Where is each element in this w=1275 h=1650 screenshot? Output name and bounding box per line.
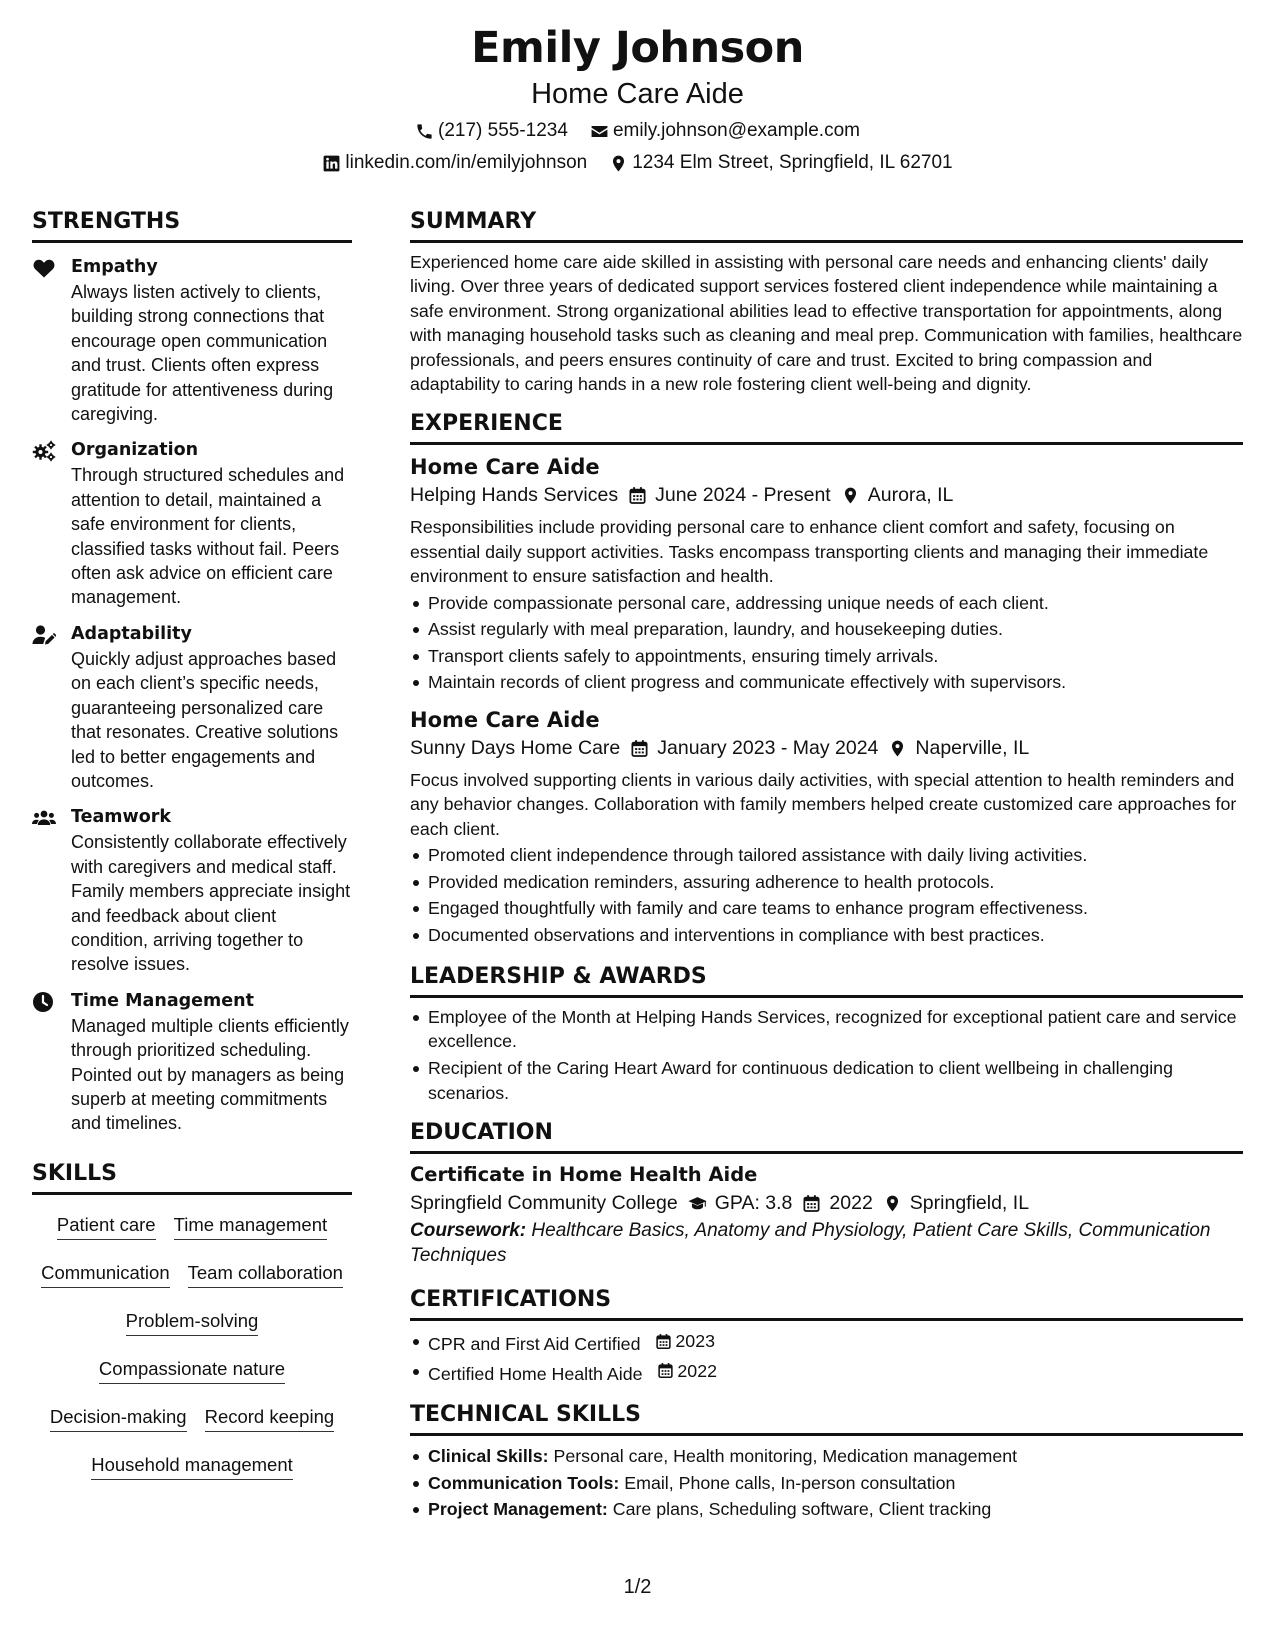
- address-contact: [609, 150, 952, 176]
- leadership-title: LEADERSHIP & AWARDS: [410, 963, 1243, 998]
- job-bullets: [410, 590, 1243, 696]
- education-entry: [410, 1161, 1243, 1268]
- job-bullet: Assist regularly with meal preparation, laundry, and housekeeping duties.: [410, 616, 1243, 643]
- job-description: Focus involved supporting clients in various daily activities, with special attention to health reminders and any behavior changes. Collaboration with family members helped create customized care approaches for each client.: [410, 770, 1237, 839]
- email-contact[interactable]: [590, 118, 860, 144]
- certification-item: [410, 1358, 1243, 1387]
- technical-skill-item: [410, 1496, 1243, 1523]
- job-description: Responsibilities include providing personal care to enhance client comfort and safety, focusing on essential daily support activities. Tasks encompass transporting clients and managing their immediate environment to ensure satisfaction and health.: [410, 517, 1209, 587]
- education-location: [883, 1189, 1029, 1217]
- certification-date: [657, 1358, 717, 1385]
- users-icon: [32, 807, 56, 829]
- skill-tag: Household management: [91, 1453, 293, 1480]
- user-edit-icon: [32, 624, 56, 646]
- technical-skills-list: [410, 1443, 1243, 1523]
- technical-skill-value: Care plans, Scheduling software, Client tracking: [612, 1499, 992, 1520]
- linkedin-contact[interactable]: [322, 150, 587, 176]
- calendar-icon: [630, 739, 649, 758]
- cogs-icon: [32, 440, 56, 462]
- skills-list: [32, 1213, 352, 1480]
- email-text[interactable]: emily.johnson@example.com: [612, 120, 860, 141]
- clock-icon: [32, 991, 56, 1013]
- map-pin-icon: [883, 1194, 902, 1213]
- strength-title: Adaptability: [71, 623, 192, 644]
- technical-skill-label: Project Management:: [428, 1499, 608, 1520]
- job-bullet: Provided medication reminders, assuring adherence to health protocols.: [410, 869, 1243, 896]
- strength-title: Empathy: [71, 257, 158, 277]
- education-location-text: Springfield, IL: [909, 1192, 1030, 1215]
- map-pin-icon: [888, 739, 907, 758]
- certification-year: 2023: [675, 1331, 715, 1352]
- strengths-title: STRENGTHS: [32, 208, 352, 243]
- strength-desc: Through structured schedules and attention to detail, maintained a safe environment for clients, classified tasks without fail. Peers often ask advice on efficient care management.: [71, 465, 345, 608]
- year-text: 2022: [829, 1192, 873, 1215]
- map-pin-icon: [841, 486, 860, 505]
- envelope-icon: [590, 122, 609, 141]
- left-column: [32, 208, 352, 1480]
- education-title: EDUCATION: [410, 1119, 1243, 1154]
- strength-item: [32, 622, 352, 793]
- phone-contact: [415, 118, 568, 144]
- job-bullet: Provide compassionate personal care, addressing unique needs of each client.: [410, 590, 1243, 617]
- job-meta: [410, 481, 1243, 509]
- technical-skill-value: Personal care, Health monitoring, Medication management: [553, 1446, 1018, 1467]
- certification-name: CPR and First Aid Certified: [428, 1334, 641, 1355]
- map-pin-icon: [609, 154, 628, 173]
- strength-item: [32, 255, 352, 426]
- education-year: [802, 1189, 872, 1217]
- coursework-text: Healthcare Basics, Anatomy and Physiology, Patient Care Skills, Communication Techniques: [410, 1220, 1211, 1266]
- certification-date: [655, 1328, 715, 1355]
- job-dates-text: June 2024 - Present: [655, 484, 831, 507]
- technical-skills-title: TECHNICAL SKILLS: [410, 1401, 1243, 1436]
- certification-name: Certified Home Health Aide: [428, 1363, 643, 1384]
- contact-line-2: [0, 150, 1275, 176]
- award-item: Employee of the Month at Helping Hands Services, recognized for exceptional patient care and service excellence.: [410, 1005, 1243, 1054]
- page-number: 1/2: [623, 1576, 652, 1598]
- technical-skill-value: Email, Phone calls, In-person consultation: [624, 1472, 956, 1493]
- technical-skill-item: [410, 1443, 1243, 1470]
- address-text: 1234 Elm Street, Springfield, IL 62701: [632, 152, 953, 173]
- job-location: [841, 481, 954, 509]
- calendar-icon: [628, 486, 647, 505]
- school-name: Springfield Community College: [410, 1192, 678, 1215]
- strength-item: [32, 805, 352, 976]
- job-bullet: Transport clients safely to appointments, ensuring timely arrivals.: [410, 643, 1243, 670]
- certifications-list: [410, 1328, 1243, 1387]
- leadership-list: [410, 1005, 1243, 1106]
- job-company: Sunny Days Home Care: [410, 737, 621, 760]
- strength-item: [32, 438, 352, 609]
- strength-desc: Consistently collaborate effectively with caregivers and medical staff. Family members appreciate insight and feedback about client condition, arriving together to resolve issues.: [71, 832, 351, 975]
- strength-desc: Always listen actively to clients, building strong connections that encourage open communication and trust. Clients often express gratitude for attentiveness during caregiving.: [71, 282, 334, 425]
- technical-skill-item: [410, 1470, 1243, 1497]
- candidate-name: Emily Johnson: [471, 23, 804, 73]
- technical-skill-label: Communication Tools:: [428, 1472, 620, 1493]
- phone-text: (217) 555-1234: [438, 120, 568, 141]
- strength-desc: Managed multiple clients efficiently through prioritized scheduling. Pointed out by managers as being superb at meeting commitments and timelines.: [71, 1015, 349, 1134]
- job-meta: [410, 734, 1243, 762]
- job-entry: [410, 706, 1243, 949]
- skill-tag: Patient care: [57, 1213, 156, 1240]
- graduation-cap-icon: [688, 1194, 707, 1213]
- gpa-text: GPA: 3.8: [714, 1192, 793, 1215]
- job-bullet: Promoted client independence through tailored assistance with daily living activities.: [410, 842, 1243, 869]
- job-bullet: Engaged thoughtfully with family and care teams to enhance program effectiveness.: [410, 895, 1243, 922]
- skill-tag: Time management: [174, 1213, 328, 1240]
- job-company: Helping Hands Services: [410, 484, 619, 507]
- technical-skill-label: Clinical Skills:: [428, 1446, 549, 1467]
- education-gpa: [688, 1189, 793, 1217]
- candidate-role: Home Care Aide: [531, 78, 744, 110]
- summary-text: Experienced home care aide skilled in assisting with personal care needs and enhancing clients' daily living. Over three years of dedicated support services fostered client independence while maintaining a safe environment. Strong organizational abilities lead to effective transportation for appointments, along with managing household tasks such as cleaning and meal prep. Communication with families, healthcare professionals, and peers ensures continuity of care and trust. Excited to bring compassion and adaptability to caring hands in a new role fostering client well-being and dignity.: [410, 252, 1243, 395]
- job-location: [888, 734, 1029, 762]
- linkedin-icon: [322, 154, 341, 173]
- job-bullet: Documented observations and interventions in compliance with best practices.: [410, 922, 1243, 949]
- skill-tag: Problem-solving: [126, 1309, 259, 1336]
- job-entry: [410, 453, 1243, 696]
- strength-title: Teamwork: [71, 807, 171, 828]
- job-dates-text: January 2023 - May 2024: [657, 737, 879, 760]
- skill-tag: Compassionate nature: [99, 1357, 285, 1384]
- skill-tag: Communication: [41, 1261, 170, 1288]
- skill-tag: Record keeping: [205, 1405, 335, 1432]
- job-location-text: Naperville, IL: [915, 737, 1030, 760]
- coursework: [410, 1219, 1243, 1268]
- job-bullets: [410, 842, 1243, 948]
- job-title: Home Care Aide: [410, 708, 600, 733]
- summary-title: SUMMARY: [410, 208, 1243, 243]
- certification-year: 2022: [677, 1360, 717, 1381]
- job-bullet: Maintain records of client progress and communicate effectively with supervisors.: [410, 669, 1243, 696]
- education-meta: [410, 1189, 1243, 1217]
- heart-icon: [32, 257, 56, 279]
- skills-title: SKILLS: [32, 1160, 352, 1195]
- coursework-label: Coursework:: [410, 1220, 527, 1242]
- skill-tag: Team collaboration: [188, 1261, 343, 1288]
- calendar-icon: [802, 1194, 821, 1213]
- contact-line-1: [0, 118, 1275, 144]
- skill-tag: Decision-making: [50, 1405, 187, 1432]
- resume-header: [0, 22, 1275, 176]
- award-item: Recipient of the Caring Heart Award for continuous dedication to client wellbeing in challenging scenarios.: [410, 1056, 1243, 1105]
- phone-icon: [415, 122, 434, 141]
- strength-desc: Quickly adjust approaches based on each client’s specific needs, guaranteeing personalized care that resonates. Creative solutions led to better engagements and outcomes.: [71, 648, 339, 791]
- experience-title: EXPERIENCE: [410, 410, 1243, 445]
- strength-item: [32, 989, 352, 1136]
- calendar-icon: [655, 1333, 672, 1350]
- linkedin-text[interactable]: linkedin.com/in/emilyjohnson: [345, 152, 588, 173]
- job-dates: [628, 481, 831, 509]
- job-location-text: Aurora, IL: [867, 484, 954, 507]
- calendar-icon: [657, 1362, 674, 1379]
- degree-title: Certificate in Home Health Aide: [410, 1163, 758, 1187]
- certifications-title: CERTIFICATIONS: [410, 1286, 1243, 1321]
- right-column: [410, 208, 1243, 1523]
- job-title: Home Care Aide: [410, 455, 600, 480]
- certification-item: [410, 1328, 1243, 1357]
- strength-title: Organization: [71, 440, 199, 461]
- strength-title: Time Management: [71, 990, 254, 1011]
- job-dates: [630, 734, 878, 762]
